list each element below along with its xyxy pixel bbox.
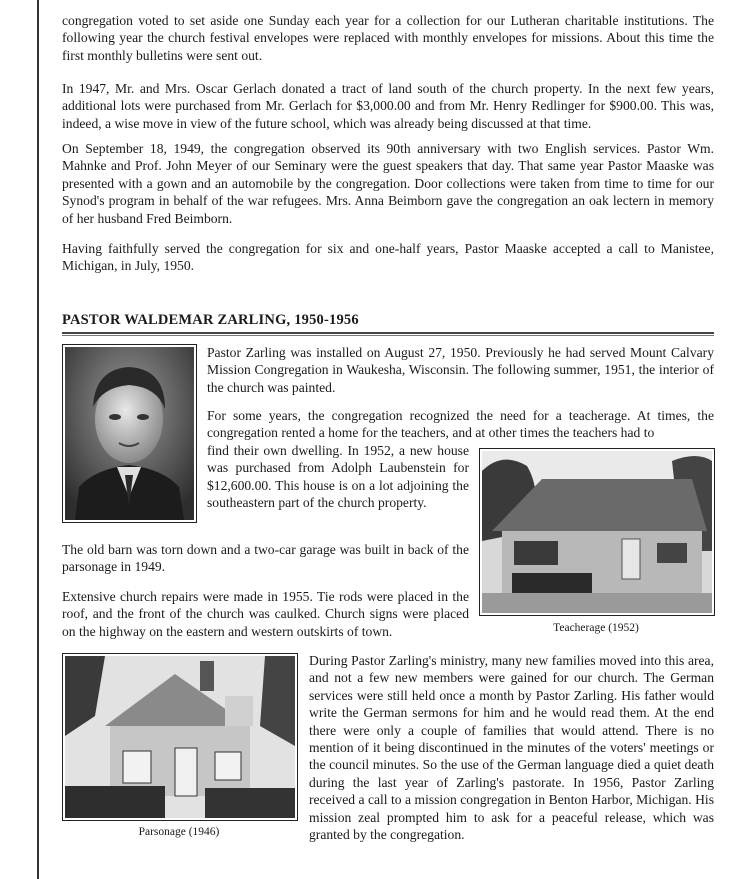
parsonage-caption: Parsonage (1946) bbox=[138, 826, 220, 838]
paragraph-2: In 1947, Mr. and Mrs. Oscar Gerlach donated a tract of land south of the church property. In the next few years, additional lots were purchased from Mr. Gerlach for $3,000.00 and from Mr. Henry Redlinger for $900.00. This was, indeed, a wise move in view of the future school, which was already being discussed at that time. bbox=[62, 81, 714, 131]
section-heading: PASTOR WALDEMAR ZARLING, 1950-1956 bbox=[62, 312, 359, 328]
parsonage-photo bbox=[62, 653, 298, 821]
teacherage-caption: Teacherage (1952) bbox=[553, 622, 639, 634]
zarling-paragraph-4: Extensive church repairs were made in 1955. Tie rods were placed in the roof, and the front of the church was caulked. Church signs were placed on the highway on the eastern and western outskirts of town. bbox=[62, 589, 469, 639]
zarling-paragraph-2b: find their own dwelling. In 1952, a new house was purchased from Adolph Laubenstein for $12,600.00. This house is on a lot adjoining the southeastern part of the church property. bbox=[207, 443, 469, 511]
zarling-paragraph-1: Pastor Zarling was installed on August 27, 1950. Previously he had served Mount Calvary Mission Congregation in Waukesha, Wisconsin. The following summer, 1951, the interior of the church was painted. bbox=[207, 345, 714, 395]
zarling-paragraph-3: The old barn was torn down and a two-car garage was built in back of the parsonage in 1949. bbox=[62, 542, 469, 575]
heading-rule bbox=[62, 332, 714, 334]
heading-rule-thin bbox=[62, 335, 714, 336]
zarling-paragraph-2a: For some years, the congregation recognized the need for a teacherage. At times, the congregation rented a home for the teachers, and at other times the teachers had to bbox=[207, 408, 714, 441]
pastor-portrait-photo bbox=[62, 344, 197, 523]
teacherage-photo bbox=[479, 448, 715, 616]
paragraph-3: On September 18, 1949, the congregation observed its 90th anniversary with two English services. Pastor Wm. Mahnke and Prof. John Meyer of our Seminary were the guest speakers that day. That same year Pastor Maaske was presented with a gown and an automobile by the congregation. Door collections were taken from time to time for our Synod's program in behalf of the war refugees. Mrs. Anna Beimborn gave the congregation an oak lectern in memory of her husband Fred Beimborn. bbox=[62, 141, 714, 226]
zarling-paragraph-5: During Pastor Zarling's ministry, many new families moved into this area, and not a few new members were gained for our church. The German services were still held once a month by Pastor Zarling. His father would write the German sermons for him and he would read them. At the end there were only a couple of families that would attend. There is no mention of it being discontinued in the minutes of the voters' meetings or the council minutes. So the use of the German language died a quiet death during the last year of Zarling's pastorate. In 1956, Pastor Zarling received a call to a mission congregation in Benton Harbor, Michigan. His mission zeal prompted him to ask for a peaceful release, which was granted by the congregation. bbox=[309, 653, 714, 843]
paragraph-1: congregation voted to set aside one Sunday each year for a collection for our Lutheran charitable institutions. The following year the church festival envelopes were replaced with monthly envelopes for missions. About this time the first monthly bulletins were sent out. bbox=[62, 13, 714, 63]
margin-rule bbox=[37, 0, 39, 879]
paragraph-4: Having faithfully served the congregation for six and one-half years, Pastor Maaske accepted a call to Manistee, Michigan, in July, 1950. bbox=[62, 241, 714, 274]
